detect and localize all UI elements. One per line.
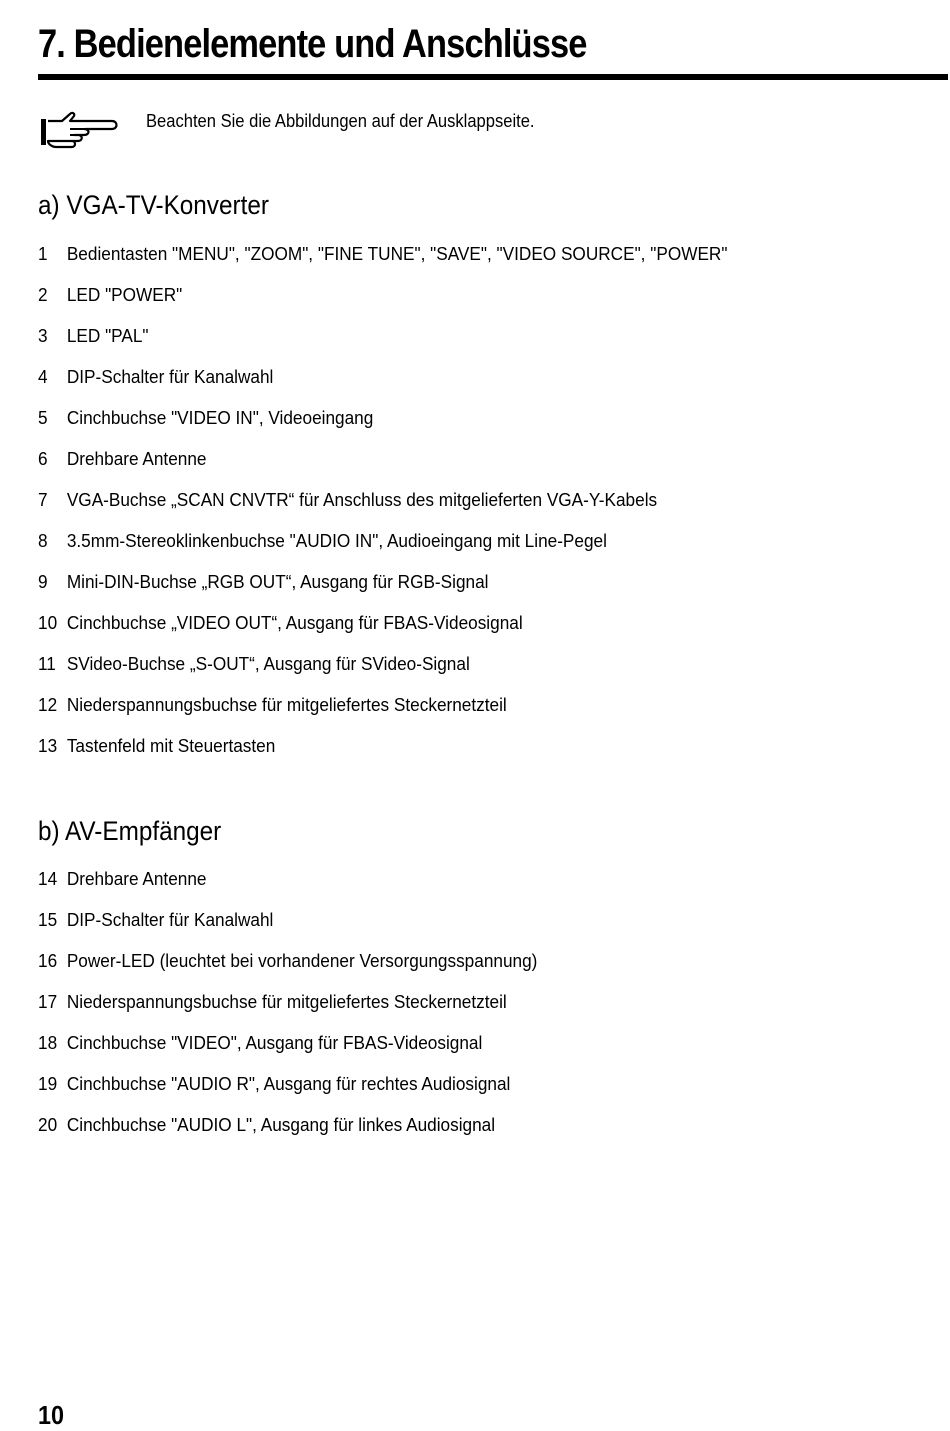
item-text: SVideo-Buchse „S-OUT“, Ausgang für SVideo-Signal xyxy=(66,653,470,674)
note-text: Beachten Sie die Abbildungen auf der Ausklappseite. xyxy=(146,111,535,131)
title-rule xyxy=(38,74,948,80)
list-item xyxy=(38,909,273,931)
item-number: 12 xyxy=(38,694,58,715)
item-number: 4 xyxy=(38,366,48,387)
list-item xyxy=(38,571,488,593)
item-text: Cinchbuchse "VIDEO IN", Videoeingang xyxy=(66,407,374,428)
list-item xyxy=(38,448,206,470)
item-number: 15 xyxy=(38,909,58,930)
list-item xyxy=(38,950,537,972)
item-text: Drehbare Antenne xyxy=(66,868,207,889)
item-text: 3.5mm-Stereoklinkenbuchse "AUDIO IN", Audioeingang mit Line-Pegel xyxy=(66,530,607,551)
item-text: Mini-DIN-Buchse „RGB OUT“, Ausgang für RGB-Signal xyxy=(66,571,489,592)
list-item xyxy=(38,653,470,675)
item-number: 16 xyxy=(38,950,58,971)
list-item xyxy=(38,530,607,552)
item-text: Niederspannungsbuchse für mitgeliefertes Steckernetzteil xyxy=(66,694,507,715)
list-item xyxy=(38,284,182,306)
list-item xyxy=(38,243,727,265)
item-text: Tastenfeld mit Steuertasten xyxy=(66,735,276,756)
item-text: Power-LED (leuchtet bei vorhandener Versorgungsspannung) xyxy=(66,950,538,971)
list-item xyxy=(38,694,507,716)
item-number: 5 xyxy=(38,407,48,428)
list-item xyxy=(38,868,206,890)
item-text: Niederspannungsbuchse für mitgeliefertes Steckernetzteil xyxy=(66,991,507,1012)
section-heading-av-empfaenger: b) AV-Empfänger xyxy=(38,816,222,846)
item-text: Cinchbuchse „VIDEO OUT“, Ausgang für FBAS-Videosignal xyxy=(66,612,523,633)
list-item xyxy=(38,325,149,347)
item-text: Cinchbuchse "AUDIO R", Ausgang für rechtes Audiosignal xyxy=(66,1073,511,1094)
item-number: 20 xyxy=(38,1114,58,1135)
item-text: VGA-Buchse „SCAN CNVTR“ für Anschluss des mitgelieferten VGA-Y-Kabels xyxy=(66,489,658,510)
item-number: 3 xyxy=(38,325,48,346)
list-item xyxy=(38,366,273,388)
list-item xyxy=(38,1114,495,1136)
section-heading-vga-tv-konverter: a) VGA-TV-Konverter xyxy=(38,190,269,220)
item-text: DIP-Schalter für Kanalwahl xyxy=(66,909,274,930)
list-item xyxy=(38,735,275,757)
item-number: 9 xyxy=(38,571,48,592)
item-number: 14 xyxy=(38,868,58,889)
list-item xyxy=(38,1073,510,1095)
item-number: 18 xyxy=(38,1032,58,1053)
item-number: 13 xyxy=(38,735,58,756)
list-item xyxy=(38,407,373,429)
item-number: 11 xyxy=(38,653,56,674)
item-number: 8 xyxy=(38,530,48,551)
item-number: 2 xyxy=(38,284,48,305)
item-number: 10 xyxy=(38,612,58,633)
item-text: Cinchbuchse "VIDEO", Ausgang für FBAS-Videosignal xyxy=(66,1032,483,1053)
item-text: Drehbare Antenne xyxy=(66,448,207,469)
item-number: 6 xyxy=(38,448,48,469)
item-text: DIP-Schalter für Kanalwahl xyxy=(66,366,274,387)
item-number: 17 xyxy=(38,991,58,1012)
item-text: Cinchbuchse "AUDIO L", Ausgang für linkes Audiosignal xyxy=(66,1114,496,1135)
list-item xyxy=(38,991,507,1013)
list-item xyxy=(38,612,523,634)
page-title: 7. Bedienelemente und Anschlüsse xyxy=(38,22,587,66)
pointing-hand-icon xyxy=(40,110,120,152)
page-number: 10 xyxy=(38,1400,65,1430)
list-item xyxy=(38,489,657,511)
item-number: 19 xyxy=(38,1073,58,1094)
item-number: 7 xyxy=(38,489,48,510)
item-number: 1 xyxy=(38,243,48,264)
item-text: Bedientasten "MENU", "ZOOM", "FINE TUNE", "SAVE", "VIDEO SOURCE", "POWER" xyxy=(66,243,728,264)
item-text: LED "POWER" xyxy=(66,284,183,305)
item-text: LED "PAL" xyxy=(66,325,149,346)
list-item xyxy=(38,1032,482,1054)
